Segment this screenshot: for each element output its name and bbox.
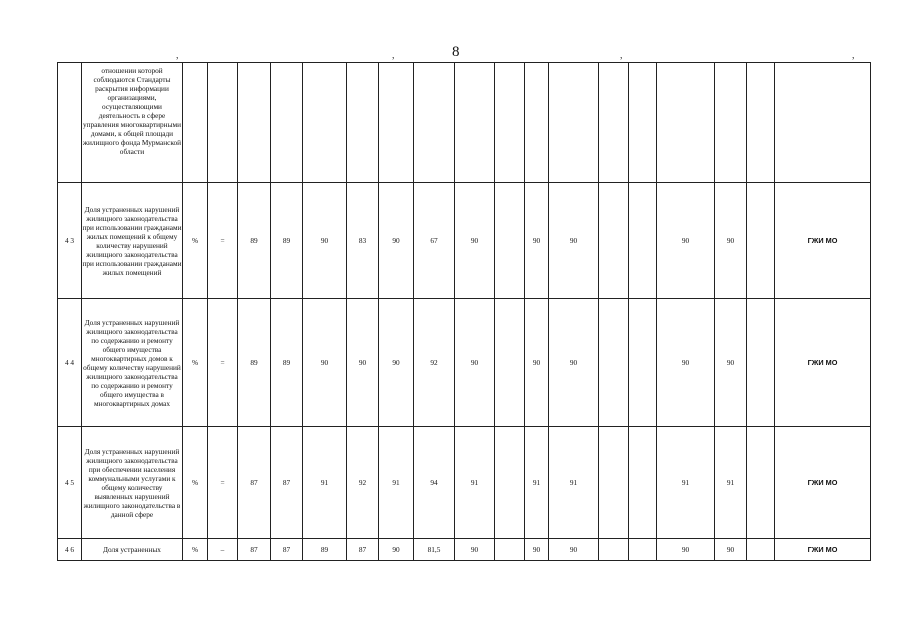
- page-number: 8: [452, 44, 460, 60]
- value-cell: 90: [379, 299, 414, 427]
- value-cell: 87: [347, 539, 379, 561]
- value-cell: 94: [414, 427, 455, 539]
- value-cell: 91: [303, 427, 347, 539]
- table-row: [58, 427, 871, 539]
- value-cell: 90: [549, 539, 599, 561]
- value-cell: 91: [715, 427, 747, 539]
- value-cell: 90: [657, 183, 715, 299]
- value-cell: 87: [271, 539, 303, 561]
- value-cell: 90: [379, 539, 414, 561]
- value-cell: 90: [525, 183, 549, 299]
- value-cell: 83: [347, 183, 379, 299]
- row-number-cell: 4 6: [58, 539, 82, 561]
- value-cell: 89: [303, 539, 347, 561]
- value-cell: 90: [525, 539, 549, 561]
- description-cell: Доля устраненных нарушений жилищного законодательства по содержанию и ремонту общего имущества многоквартирных домов к общему количеству нарушений жилищного законодательства по содержанию и ремонту общего имущества в многоквартирных домах: [82, 299, 183, 427]
- value-cell: 92: [347, 427, 379, 539]
- value-cell: 90: [549, 183, 599, 299]
- row-number-cell: 4 3: [58, 183, 82, 299]
- value-cell: 90: [455, 299, 495, 427]
- value-cell: 89: [238, 299, 271, 427]
- value-cell: 89: [271, 183, 303, 299]
- value-cell: 92: [414, 299, 455, 427]
- table-row: [58, 63, 871, 183]
- table-row: [58, 299, 871, 427]
- value-cell: 91: [525, 427, 549, 539]
- unit-cell: %: [183, 427, 208, 539]
- sign-cell: =: [208, 299, 238, 427]
- scan-mark: ,: [620, 50, 623, 61]
- description-cell: Доля устраненных нарушений жилищного законодательства при использовании гражданами жилых помещений к общему количеству нарушений жилищного законодательства при использовании гражданами жилых помещений: [82, 183, 183, 299]
- value-cell: 91: [455, 427, 495, 539]
- unit-cell: %: [183, 183, 208, 299]
- table-row: [58, 183, 871, 299]
- value-cell: 90: [549, 299, 599, 427]
- table-row: [58, 539, 871, 561]
- value-cell: 90: [525, 299, 549, 427]
- value-cell: 90: [715, 539, 747, 561]
- value-cell: 90: [715, 299, 747, 427]
- value-cell: 91: [379, 427, 414, 539]
- value-cell: 90: [657, 539, 715, 561]
- value-cell: 67: [414, 183, 455, 299]
- scan-mark: ,: [392, 50, 395, 61]
- value-cell: 90: [303, 299, 347, 427]
- unit-cell: %: [183, 539, 208, 561]
- sign-cell: =: [208, 427, 238, 539]
- unit-cell: %: [183, 299, 208, 427]
- value-cell: 91: [657, 427, 715, 539]
- sign-cell: –: [208, 539, 238, 561]
- row-number-cell: [58, 63, 82, 183]
- scan-mark: ,: [852, 50, 855, 61]
- value-cell: 90: [347, 299, 379, 427]
- row-number-cell: 4 5: [58, 427, 82, 539]
- indicator-table: [57, 62, 871, 561]
- row-number-cell: 4 4: [58, 299, 82, 427]
- value-cell: 87: [238, 539, 271, 561]
- description-cell: отношении которой соблюдаются Стандарты раскрытия информации организациями, осуществляющими деятельность в сфере управления многоквартирными домами, к общей площади жилищного фонда Мурманской области: [82, 63, 183, 183]
- value-cell: 87: [271, 427, 303, 539]
- value-cell: 89: [271, 299, 303, 427]
- value-cell: 90: [379, 183, 414, 299]
- responsible-org-cell: ГЖИ МО: [775, 183, 871, 299]
- scan-mark: ,: [176, 50, 179, 61]
- sign-cell: =: [208, 183, 238, 299]
- value-cell: 90: [455, 539, 495, 561]
- responsible-org-cell: ГЖИ МО: [775, 299, 871, 427]
- responsible-org-cell: ГЖИ МО: [775, 427, 871, 539]
- value-cell: 91: [549, 427, 599, 539]
- value-cell: 90: [715, 183, 747, 299]
- description-cell: Доля устраненных нарушений жилищного законодательства при обеспечении населения коммунальными услугами к общему количеству выявленных нарушений жилищного законодательства в данной сфере: [82, 427, 183, 539]
- responsible-org-cell: ГЖИ МО: [775, 539, 871, 561]
- value-cell: 90: [657, 299, 715, 427]
- value-cell: 81,5: [414, 539, 455, 561]
- value-cell: 87: [238, 427, 271, 539]
- value-cell: 90: [455, 183, 495, 299]
- value-cell: 89: [238, 183, 271, 299]
- value-cell: 90: [303, 183, 347, 299]
- description-cell: Доля устраненных: [82, 539, 183, 561]
